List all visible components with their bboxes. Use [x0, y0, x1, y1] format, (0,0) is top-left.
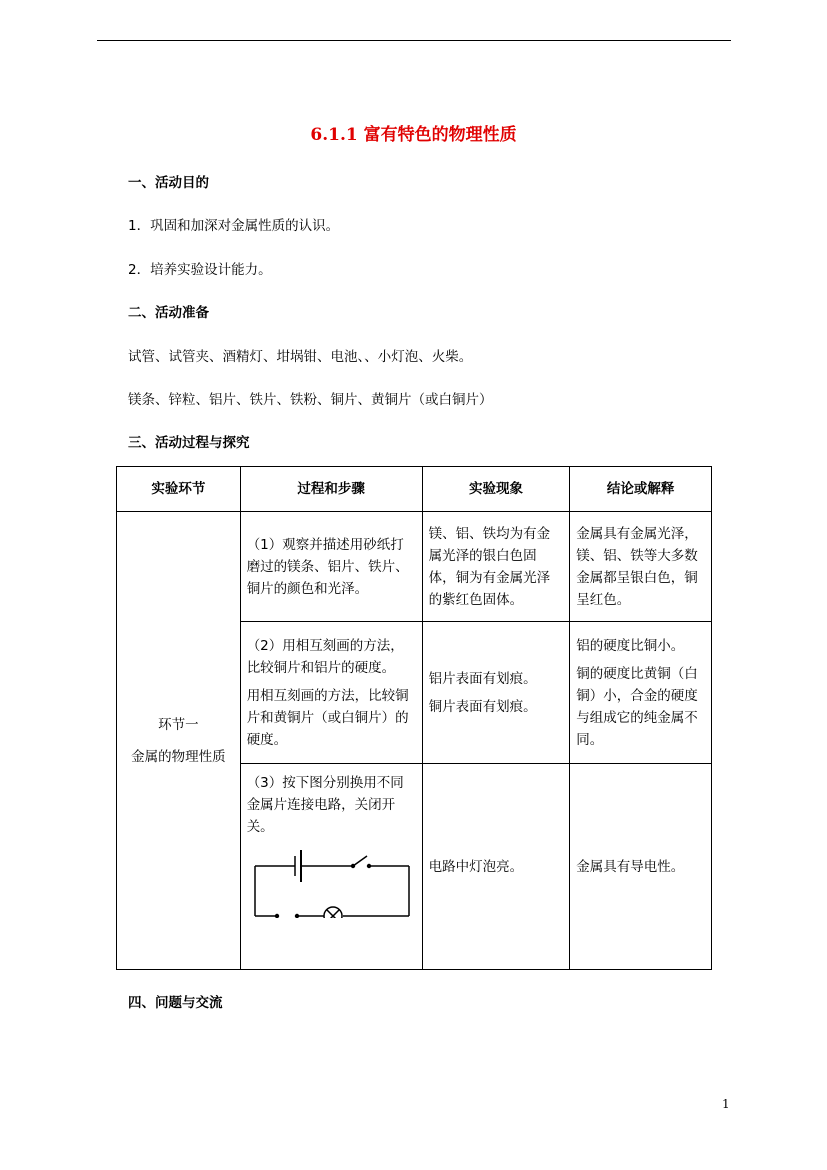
observation-text: 电路中灯泡亮。 — [428, 858, 524, 875]
heading-activity-preparation: 二、活动准备 — [128, 305, 209, 321]
page-number: 1 — [722, 1097, 730, 1111]
table-header-row — [117, 467, 712, 512]
observation-text: 镁、铝、铁均为有金属光泽的银白色固体，铜为有金属光泽的紫红色固体。 — [428, 525, 551, 608]
experiment-table — [116, 466, 712, 970]
purpose-item-2: 2．培养实验设计能力。 — [128, 262, 272, 278]
stage-name: 金属的物理性质 — [131, 748, 226, 765]
header-steps: 过程和步骤 — [240, 467, 422, 512]
conclusion-text: 金属具有金属光泽，镁、铝、铁等大多数金属都呈银白色，铜呈红色。 — [576, 525, 698, 608]
purpose-item-1: 1．巩固和加深对金属性质的认识。 — [128, 218, 340, 234]
header-stage: 实验环节 — [117, 467, 241, 512]
conclusion-cell — [570, 622, 712, 764]
step-cell — [240, 622, 422, 764]
circuit-diagram — [251, 846, 411, 918]
observation-cell — [422, 764, 570, 970]
step-text: （2）用相互刻画的方法，比较铜片和铝片的硬度。 — [246, 637, 404, 676]
observation-cell — [422, 622, 570, 764]
conclusion-cell — [570, 512, 712, 622]
conclusion-cell — [570, 764, 712, 970]
stage-label: 环节一 — [158, 716, 199, 733]
conclusion-text: 铜的硬度比黄铜（白铜）小，合金的硬度与组成它的纯金属不同。 — [576, 665, 698, 748]
step-cell — [240, 764, 422, 970]
step-text: 用相互刻画的方法，比较铜片和黄铜片（或白铜片）的硬度。 — [246, 687, 409, 748]
page-title: 6.1.1 富有特色的物理性质 — [310, 125, 517, 145]
conclusion-text: 金属具有导电性。 — [576, 858, 685, 875]
step-cell — [240, 512, 422, 622]
observation-text: 铝片表面有划痕。 — [428, 670, 537, 687]
heading-activity-process: 三、活动过程与探究 — [128, 435, 250, 451]
step-text: （3）按下图分别换用不同金属片连接电路，关闭开关。 — [246, 775, 404, 835]
observation-cell — [422, 512, 570, 622]
observation-text: 铜片表面有划痕。 — [428, 698, 537, 715]
preparation-materials: 镁条、锌粒、铝片、铁片、铁粉、铜片、黄铜片（或白铜片） — [128, 392, 493, 408]
header-conclusions: 结论或解释 — [570, 467, 712, 512]
conclusion-text: 铝的硬度比铜小。 — [576, 637, 685, 654]
preparation-equipment: 试管、试管夹、酒精灯、坩埚钳、电池、、小灯泡、火柴。 — [128, 349, 473, 365]
header-rule — [97, 40, 731, 41]
step-text: （1）观察并描述用砂纸打磨过的镁条、铝片、铁片、铜片的颜色和光泽。 — [246, 536, 409, 597]
stage-cell — [117, 512, 241, 970]
table-row — [117, 512, 712, 622]
header-observations: 实验现象 — [422, 467, 570, 512]
heading-activity-purpose: 一、活动目的 — [128, 175, 209, 191]
heading-questions-discussion: 四、问题与交流 — [128, 995, 223, 1011]
